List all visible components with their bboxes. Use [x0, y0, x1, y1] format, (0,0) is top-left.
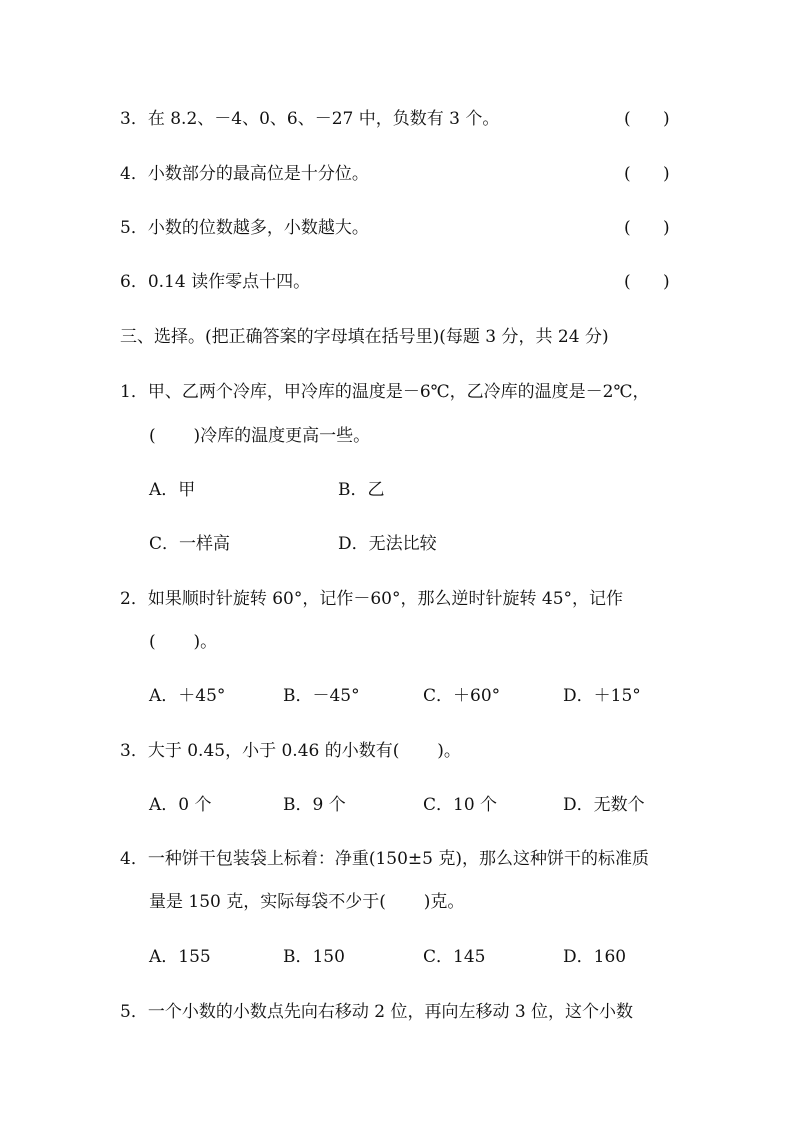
question-4-option-a[interactable]: A．155 — [149, 947, 211, 967]
judgement-item-6: 6．0.14 读作零点十四。 — [120, 272, 311, 292]
question-2-option-a[interactable]: A．＋45° — [149, 686, 226, 706]
judgement-item-5: 5．小数的位数越多，小数越大。 — [120, 218, 369, 238]
question-1-option-a[interactable]: A．甲 — [149, 480, 196, 500]
question-3-option-c[interactable]: C．10 个 — [423, 795, 498, 815]
question-3-option-d[interactable]: D．无数个 — [563, 795, 645, 815]
question-4-line-2: 量是 150 克，实际每袋不少于( )克。 — [149, 892, 465, 912]
judgement-item-4: 4．小数部分的最高位是十分位。 — [120, 164, 369, 184]
question-2-option-c[interactable]: C．＋60° — [423, 686, 501, 706]
question-4-option-d[interactable]: D．160 — [563, 947, 627, 967]
question-2-option-b[interactable]: B．－45° — [283, 686, 360, 706]
question-3-option-a[interactable]: A．0 个 — [149, 795, 212, 815]
judgement-item-3: 3．在 8.2、－4、0、6、－27 中，负数有 3 个。 — [120, 109, 500, 129]
question-4-option-c[interactable]: C．145 — [423, 947, 486, 967]
question-4-line-1: 4．一种饼干包装袋上标着：净重(150±5 克)，那么这种饼干的标准质 — [120, 849, 649, 869]
question-1-line-1: 1．甲、乙两个冷库，甲冷库的温度是－6℃，乙冷库的温度是－2℃， — [120, 382, 650, 402]
answer-paren-5[interactable]: ( ) — [624, 218, 670, 238]
question-1-option-b[interactable]: B．乙 — [338, 480, 385, 500]
answer-paren-4[interactable]: ( ) — [624, 164, 670, 184]
answer-paren-3[interactable]: ( ) — [624, 109, 670, 129]
question-1-option-d[interactable]: D．无法比较 — [338, 534, 437, 554]
question-4-option-b[interactable]: B．150 — [283, 947, 345, 967]
question-3-option-b[interactable]: B．9 个 — [283, 795, 346, 815]
answer-paren-6[interactable]: ( ) — [624, 272, 670, 292]
question-2-line-2: ( )。 — [149, 632, 218, 652]
section-title: 三、选择。(把正确答案的字母填在括号里)(每题 3 分，共 24 分) — [120, 327, 609, 347]
question-1-option-c[interactable]: C．一样高 — [149, 534, 231, 554]
question-2-line-1: 2．如果顺时针旋转 60°，记作－60°，那么逆时针旋转 45°，记作 — [120, 589, 624, 609]
question-1-line-2: ( )冷库的温度更高一些。 — [149, 426, 371, 446]
question-2-option-d[interactable]: D．＋15° — [563, 686, 641, 706]
question-5-line-1: 5．一个小数的小数点先向右移动 2 位，再向左移动 3 位，这个小数 — [120, 1002, 634, 1022]
question-3-line-1: 3．大于 0.45，小于 0.46 的小数有( )。 — [120, 741, 461, 761]
